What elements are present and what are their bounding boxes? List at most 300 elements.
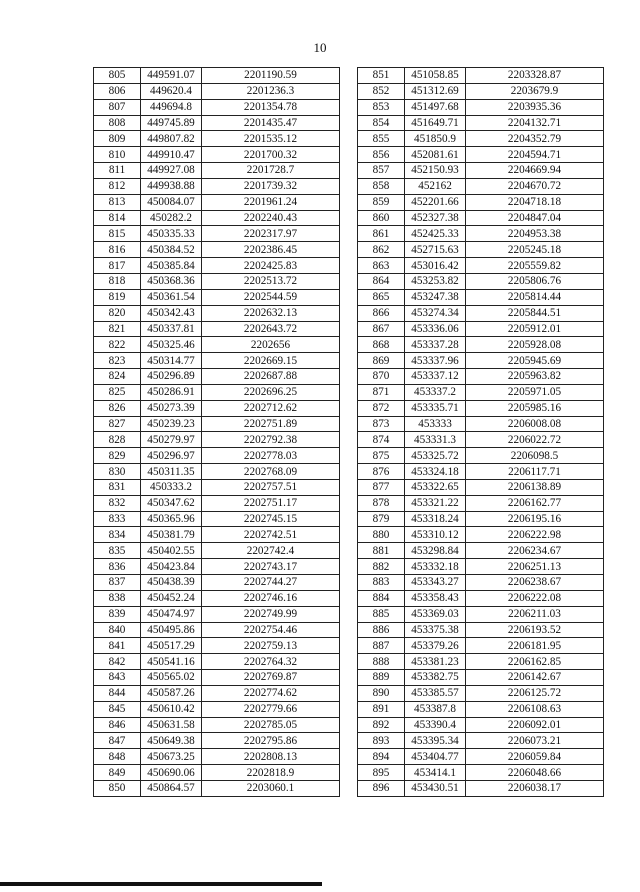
table-row xyxy=(358,258,604,274)
point-number-cell: 848 xyxy=(94,749,141,765)
x-coordinate-cell: 453337.2 xyxy=(405,384,466,400)
x-coordinate-cell: 450541.16 xyxy=(141,654,202,670)
point-number-cell: 876 xyxy=(358,464,405,480)
table-row xyxy=(94,448,340,464)
x-coordinate-cell: 450381.79 xyxy=(141,527,202,543)
table-row xyxy=(94,654,340,670)
table-row xyxy=(94,242,340,258)
table-row xyxy=(94,685,340,701)
point-number-cell: 871 xyxy=(358,384,405,400)
point-number-cell: 857 xyxy=(358,163,405,179)
x-coordinate-cell: 452425.33 xyxy=(405,226,466,242)
table-row xyxy=(358,147,604,163)
table-row xyxy=(358,416,604,432)
y-coordinate-cell: 2206234.67 xyxy=(466,543,604,559)
point-number-cell: 805 xyxy=(94,68,141,84)
x-coordinate-cell: 453331.3 xyxy=(405,432,466,448)
table-row xyxy=(358,495,604,511)
point-number-cell: 888 xyxy=(358,654,405,670)
table-row xyxy=(358,527,604,543)
table-row xyxy=(94,305,340,321)
x-coordinate-cell: 452327.38 xyxy=(405,210,466,226)
point-number-cell: 840 xyxy=(94,622,141,638)
point-number-cell: 811 xyxy=(94,163,141,179)
point-number-cell: 826 xyxy=(94,400,141,416)
table-row xyxy=(94,765,340,781)
point-number-cell: 844 xyxy=(94,685,141,701)
x-coordinate-cell: 453369.03 xyxy=(405,606,466,622)
point-number-cell: 835 xyxy=(94,543,141,559)
table-row xyxy=(94,464,340,480)
point-number-cell: 831 xyxy=(94,479,141,495)
x-coordinate-cell: 449694.8 xyxy=(141,99,202,115)
x-coordinate-cell: 449591.07 xyxy=(141,68,202,84)
y-coordinate-cell: 2201535.12 xyxy=(202,131,340,147)
x-coordinate-cell: 450311.35 xyxy=(141,464,202,480)
y-coordinate-cell: 2201700.32 xyxy=(202,147,340,163)
y-coordinate-cell: 2206108.63 xyxy=(466,701,604,717)
table-row xyxy=(94,622,340,638)
table-row xyxy=(358,448,604,464)
x-coordinate-cell: 450587.26 xyxy=(141,685,202,701)
point-number-cell: 818 xyxy=(94,273,141,289)
point-number-cell: 851 xyxy=(358,68,405,84)
point-number-cell: 863 xyxy=(358,258,405,274)
table-row xyxy=(358,194,604,210)
point-number-cell: 843 xyxy=(94,670,141,686)
point-number-cell: 815 xyxy=(94,226,141,242)
y-coordinate-cell: 2201354.78 xyxy=(202,99,340,115)
y-coordinate-cell: 2202669.15 xyxy=(202,353,340,369)
point-number-cell: 814 xyxy=(94,210,141,226)
x-coordinate-cell: 453332.18 xyxy=(405,559,466,575)
x-coordinate-cell: 449620.4 xyxy=(141,83,202,99)
x-coordinate-cell: 450384.52 xyxy=(141,242,202,258)
x-coordinate-cell: 450631.58 xyxy=(141,717,202,733)
x-coordinate-cell: 450610.42 xyxy=(141,701,202,717)
table-row xyxy=(358,83,604,99)
y-coordinate-cell: 2205945.69 xyxy=(466,353,604,369)
y-coordinate-cell: 2205963.82 xyxy=(466,369,604,385)
x-coordinate-cell: 453387.8 xyxy=(405,701,466,717)
y-coordinate-cell: 2202743.17 xyxy=(202,559,340,575)
point-number-cell: 813 xyxy=(94,194,141,210)
y-coordinate-cell: 2205928.08 xyxy=(466,337,604,353)
y-coordinate-cell: 2202768.09 xyxy=(202,464,340,480)
y-coordinate-cell: 2202746.16 xyxy=(202,590,340,606)
point-number-cell: 822 xyxy=(94,337,141,353)
y-coordinate-cell: 2202544.59 xyxy=(202,289,340,305)
y-coordinate-cell: 2201236.3 xyxy=(202,83,340,99)
x-coordinate-cell: 450452.24 xyxy=(141,590,202,606)
table-row xyxy=(94,543,340,559)
table-row xyxy=(94,337,340,353)
y-coordinate-cell: 2206251.13 xyxy=(466,559,604,575)
table-row xyxy=(358,242,604,258)
point-number-cell: 887 xyxy=(358,638,405,654)
y-coordinate-cell: 2206222.98 xyxy=(466,527,604,543)
x-coordinate-cell: 453253.82 xyxy=(405,273,466,289)
x-coordinate-cell: 453379.26 xyxy=(405,638,466,654)
table-row xyxy=(358,321,604,337)
point-number-cell: 834 xyxy=(94,527,141,543)
y-coordinate-cell: 2203935.36 xyxy=(466,99,604,115)
table-row xyxy=(358,479,604,495)
y-coordinate-cell: 2202779.66 xyxy=(202,701,340,717)
x-coordinate-cell: 450517.29 xyxy=(141,638,202,654)
point-number-cell: 890 xyxy=(358,685,405,701)
table-row xyxy=(358,131,604,147)
point-number-cell: 838 xyxy=(94,590,141,606)
y-coordinate-cell: 2202754.46 xyxy=(202,622,340,638)
y-coordinate-cell: 2202749.99 xyxy=(202,606,340,622)
x-coordinate-cell: 453385.57 xyxy=(405,685,466,701)
table-row xyxy=(358,115,604,131)
y-coordinate-cell: 2202742.4 xyxy=(202,543,340,559)
x-coordinate-cell: 453336.06 xyxy=(405,321,466,337)
table-row xyxy=(358,210,604,226)
x-coordinate-cell: 451850.9 xyxy=(405,131,466,147)
point-number-cell: 820 xyxy=(94,305,141,321)
table-row xyxy=(358,384,604,400)
y-coordinate-cell: 2206222.08 xyxy=(466,590,604,606)
x-coordinate-cell: 450286.91 xyxy=(141,384,202,400)
point-number-cell: 872 xyxy=(358,400,405,416)
x-coordinate-cell: 450438.39 xyxy=(141,575,202,591)
point-number-cell: 845 xyxy=(94,701,141,717)
point-number-cell: 859 xyxy=(358,194,405,210)
point-number-cell: 807 xyxy=(94,99,141,115)
point-number-cell: 889 xyxy=(358,670,405,686)
table-row xyxy=(94,68,340,84)
point-number-cell: 842 xyxy=(94,654,141,670)
table-row xyxy=(358,543,604,559)
point-number-cell: 819 xyxy=(94,289,141,305)
y-coordinate-cell: 2202795.86 xyxy=(202,733,340,749)
x-coordinate-cell: 453298.84 xyxy=(405,543,466,559)
y-coordinate-cell: 2204594.71 xyxy=(466,147,604,163)
y-coordinate-cell: 2202818.9 xyxy=(202,765,340,781)
y-coordinate-cell: 2203679.9 xyxy=(466,83,604,99)
x-coordinate-cell: 450385.84 xyxy=(141,258,202,274)
table-row xyxy=(358,68,604,84)
point-number-cell: 886 xyxy=(358,622,405,638)
table-row xyxy=(358,638,604,654)
x-coordinate-cell: 452162 xyxy=(405,178,466,194)
x-coordinate-cell: 453324.18 xyxy=(405,464,466,480)
point-number-cell: 849 xyxy=(94,765,141,781)
table-row xyxy=(94,115,340,131)
x-coordinate-cell: 453358.43 xyxy=(405,590,466,606)
x-coordinate-cell: 450368.36 xyxy=(141,273,202,289)
y-coordinate-cell: 2202513.72 xyxy=(202,273,340,289)
y-coordinate-cell: 2205559.82 xyxy=(466,258,604,274)
y-coordinate-cell: 2206138.89 xyxy=(466,479,604,495)
point-number-cell: 877 xyxy=(358,479,405,495)
x-coordinate-cell: 453337.96 xyxy=(405,353,466,369)
y-coordinate-cell: 2202696.25 xyxy=(202,384,340,400)
table-row xyxy=(358,337,604,353)
y-coordinate-cell: 2204847.04 xyxy=(466,210,604,226)
point-number-cell: 870 xyxy=(358,369,405,385)
point-number-cell: 894 xyxy=(358,749,405,765)
table-row xyxy=(94,511,340,527)
x-coordinate-cell: 453310.12 xyxy=(405,527,466,543)
y-coordinate-cell: 2205814.44 xyxy=(466,289,604,305)
x-coordinate-cell: 450495.86 xyxy=(141,622,202,638)
point-number-cell: 882 xyxy=(358,559,405,575)
x-coordinate-cell: 451058.85 xyxy=(405,68,466,84)
x-coordinate-cell: 450361.54 xyxy=(141,289,202,305)
y-coordinate-cell: 2202764.32 xyxy=(202,654,340,670)
x-coordinate-cell: 450314.77 xyxy=(141,353,202,369)
table-row xyxy=(94,590,340,606)
table-row xyxy=(358,99,604,115)
table-row xyxy=(358,701,604,717)
table-row xyxy=(94,194,340,210)
point-number-cell: 879 xyxy=(358,511,405,527)
x-coordinate-cell: 453381.23 xyxy=(405,654,466,670)
y-coordinate-cell: 2202751.89 xyxy=(202,416,340,432)
y-coordinate-cell: 2202757.51 xyxy=(202,479,340,495)
x-coordinate-cell: 450296.89 xyxy=(141,369,202,385)
table-row xyxy=(94,780,340,796)
x-coordinate-cell: 450673.25 xyxy=(141,749,202,765)
page-number: 10 xyxy=(313,40,327,55)
point-number-cell: 856 xyxy=(358,147,405,163)
point-number-cell: 891 xyxy=(358,701,405,717)
y-coordinate-cell: 2204953.38 xyxy=(466,226,604,242)
table-row xyxy=(94,369,340,385)
table-row xyxy=(94,273,340,289)
x-coordinate-cell: 449938.88 xyxy=(141,178,202,194)
y-coordinate-cell: 2206195.16 xyxy=(466,511,604,527)
coordinate-table-right xyxy=(357,67,604,797)
table-row xyxy=(94,670,340,686)
table-row xyxy=(94,432,340,448)
x-coordinate-cell: 449910.47 xyxy=(141,147,202,163)
y-coordinate-cell: 2202774.62 xyxy=(202,685,340,701)
x-coordinate-cell: 450565.02 xyxy=(141,670,202,686)
y-coordinate-cell: 2201435.47 xyxy=(202,115,340,131)
table-row xyxy=(94,147,340,163)
x-coordinate-cell: 450423.84 xyxy=(141,559,202,575)
y-coordinate-cell: 2202792.38 xyxy=(202,432,340,448)
table-row xyxy=(358,606,604,622)
table-row xyxy=(94,701,340,717)
y-coordinate-cell: 2205912.01 xyxy=(466,321,604,337)
table-row xyxy=(94,733,340,749)
y-coordinate-cell: 2202808.13 xyxy=(202,749,340,765)
point-number-cell: 808 xyxy=(94,115,141,131)
x-coordinate-cell: 453333 xyxy=(405,416,466,432)
x-coordinate-cell: 453322.65 xyxy=(405,479,466,495)
x-coordinate-cell: 450325.46 xyxy=(141,337,202,353)
x-coordinate-cell: 451497.68 xyxy=(405,99,466,115)
x-coordinate-cell: 453318.24 xyxy=(405,511,466,527)
x-coordinate-cell: 450279.97 xyxy=(141,432,202,448)
table-row xyxy=(358,685,604,701)
point-number-cell: 895 xyxy=(358,765,405,781)
table-row xyxy=(358,622,604,638)
y-coordinate-cell: 2205844.51 xyxy=(466,305,604,321)
table-row xyxy=(94,749,340,765)
table-row xyxy=(358,226,604,242)
y-coordinate-cell: 2202742.51 xyxy=(202,527,340,543)
y-coordinate-cell: 2206098.5 xyxy=(466,448,604,464)
footer-rule xyxy=(0,882,322,886)
x-coordinate-cell: 450239.23 xyxy=(141,416,202,432)
x-coordinate-cell: 449927.08 xyxy=(141,163,202,179)
table-row xyxy=(94,384,340,400)
x-coordinate-cell: 452081.61 xyxy=(405,147,466,163)
y-coordinate-cell: 2202751.17 xyxy=(202,495,340,511)
x-coordinate-cell: 451649.71 xyxy=(405,115,466,131)
point-number-cell: 861 xyxy=(358,226,405,242)
x-coordinate-cell: 450365.96 xyxy=(141,511,202,527)
x-coordinate-cell: 453337.28 xyxy=(405,337,466,353)
table-row xyxy=(358,717,604,733)
x-coordinate-cell: 452150.93 xyxy=(405,163,466,179)
table-row xyxy=(358,749,604,765)
point-number-cell: 874 xyxy=(358,432,405,448)
point-number-cell: 837 xyxy=(94,575,141,591)
point-number-cell: 896 xyxy=(358,780,405,796)
point-number-cell: 852 xyxy=(358,83,405,99)
y-coordinate-cell: 2206211.03 xyxy=(466,606,604,622)
point-number-cell: 854 xyxy=(358,115,405,131)
point-number-cell: 836 xyxy=(94,559,141,575)
y-coordinate-cell: 2201961.24 xyxy=(202,194,340,210)
y-coordinate-cell: 2201190.59 xyxy=(202,68,340,84)
y-coordinate-cell: 2204352.79 xyxy=(466,131,604,147)
x-coordinate-cell: 450296.97 xyxy=(141,448,202,464)
point-number-cell: 869 xyxy=(358,353,405,369)
x-coordinate-cell: 450342.43 xyxy=(141,305,202,321)
point-number-cell: 812 xyxy=(94,178,141,194)
point-number-cell: 816 xyxy=(94,242,141,258)
y-coordinate-cell: 2206117.71 xyxy=(466,464,604,480)
y-coordinate-cell: 2202744.27 xyxy=(202,575,340,591)
point-number-cell: 864 xyxy=(358,273,405,289)
point-number-cell: 875 xyxy=(358,448,405,464)
point-number-cell: 893 xyxy=(358,733,405,749)
table-row xyxy=(358,289,604,305)
y-coordinate-cell: 2206022.72 xyxy=(466,432,604,448)
x-coordinate-cell: 450864.57 xyxy=(141,780,202,796)
y-coordinate-cell: 2202687.88 xyxy=(202,369,340,385)
point-number-cell: 865 xyxy=(358,289,405,305)
table-row xyxy=(94,226,340,242)
y-coordinate-cell: 2205971.05 xyxy=(466,384,604,400)
y-coordinate-cell: 2203060.1 xyxy=(202,780,340,796)
coordinate-table-left xyxy=(93,67,340,797)
x-coordinate-cell: 453321.22 xyxy=(405,495,466,511)
y-coordinate-cell: 2206073.21 xyxy=(466,733,604,749)
x-coordinate-cell: 453337.12 xyxy=(405,369,466,385)
table-row xyxy=(94,210,340,226)
point-number-cell: 828 xyxy=(94,432,141,448)
x-coordinate-cell: 453414.1 xyxy=(405,765,466,781)
point-number-cell: 823 xyxy=(94,353,141,369)
table-row xyxy=(358,273,604,289)
point-number-cell: 853 xyxy=(358,99,405,115)
table-row xyxy=(358,353,604,369)
table-row xyxy=(358,305,604,321)
y-coordinate-cell: 2202240.43 xyxy=(202,210,340,226)
x-coordinate-cell: 453375.38 xyxy=(405,622,466,638)
y-coordinate-cell: 2206181.95 xyxy=(466,638,604,654)
y-coordinate-cell: 2202317.97 xyxy=(202,226,340,242)
y-coordinate-cell: 2201739.32 xyxy=(202,178,340,194)
table-row xyxy=(358,369,604,385)
point-number-cell: 862 xyxy=(358,242,405,258)
x-coordinate-cell: 453335.71 xyxy=(405,400,466,416)
table-row xyxy=(94,495,340,511)
table-row xyxy=(94,99,340,115)
y-coordinate-cell: 2202386.45 xyxy=(202,242,340,258)
point-number-cell: 847 xyxy=(94,733,141,749)
point-number-cell: 841 xyxy=(94,638,141,654)
y-coordinate-cell: 2206038.17 xyxy=(466,780,604,796)
table-row xyxy=(358,464,604,480)
y-coordinate-cell: 2206193.52 xyxy=(466,622,604,638)
table-row xyxy=(94,559,340,575)
point-number-cell: 892 xyxy=(358,717,405,733)
y-coordinate-cell: 2206162.85 xyxy=(466,654,604,670)
point-number-cell: 873 xyxy=(358,416,405,432)
x-coordinate-cell: 450347.62 xyxy=(141,495,202,511)
y-coordinate-cell: 2206092.01 xyxy=(466,717,604,733)
table-row xyxy=(94,479,340,495)
x-coordinate-cell: 453395.34 xyxy=(405,733,466,749)
y-coordinate-cell: 2206008.08 xyxy=(466,416,604,432)
point-number-cell: 821 xyxy=(94,321,141,337)
table-row xyxy=(94,258,340,274)
y-coordinate-cell: 2206238.67 xyxy=(466,575,604,591)
y-coordinate-cell: 2202425.83 xyxy=(202,258,340,274)
table-row xyxy=(358,432,604,448)
table-row xyxy=(94,400,340,416)
table-row xyxy=(358,575,604,591)
y-coordinate-cell: 2202632.13 xyxy=(202,305,340,321)
x-coordinate-cell: 450333.2 xyxy=(141,479,202,495)
point-number-cell: 827 xyxy=(94,416,141,432)
x-coordinate-cell: 452201.66 xyxy=(405,194,466,210)
y-coordinate-cell: 2204132.71 xyxy=(466,115,604,131)
y-coordinate-cell: 2206125.72 xyxy=(466,685,604,701)
point-number-cell: 817 xyxy=(94,258,141,274)
table-row xyxy=(358,163,604,179)
point-number-cell: 806 xyxy=(94,83,141,99)
y-coordinate-cell: 2205806.76 xyxy=(466,273,604,289)
y-coordinate-cell: 2206059.84 xyxy=(466,749,604,765)
point-number-cell: 809 xyxy=(94,131,141,147)
y-coordinate-cell: 2202643.72 xyxy=(202,321,340,337)
y-coordinate-cell: 2204718.18 xyxy=(466,194,604,210)
y-coordinate-cell: 2206162.77 xyxy=(466,495,604,511)
point-number-cell: 830 xyxy=(94,464,141,480)
point-number-cell: 880 xyxy=(358,527,405,543)
point-number-cell: 839 xyxy=(94,606,141,622)
x-coordinate-cell: 449807.82 xyxy=(141,131,202,147)
x-coordinate-cell: 450282.2 xyxy=(141,210,202,226)
table-row xyxy=(358,765,604,781)
table-row xyxy=(94,527,340,543)
table-row xyxy=(94,289,340,305)
y-coordinate-cell: 2202785.05 xyxy=(202,717,340,733)
x-coordinate-cell: 453343.27 xyxy=(405,575,466,591)
